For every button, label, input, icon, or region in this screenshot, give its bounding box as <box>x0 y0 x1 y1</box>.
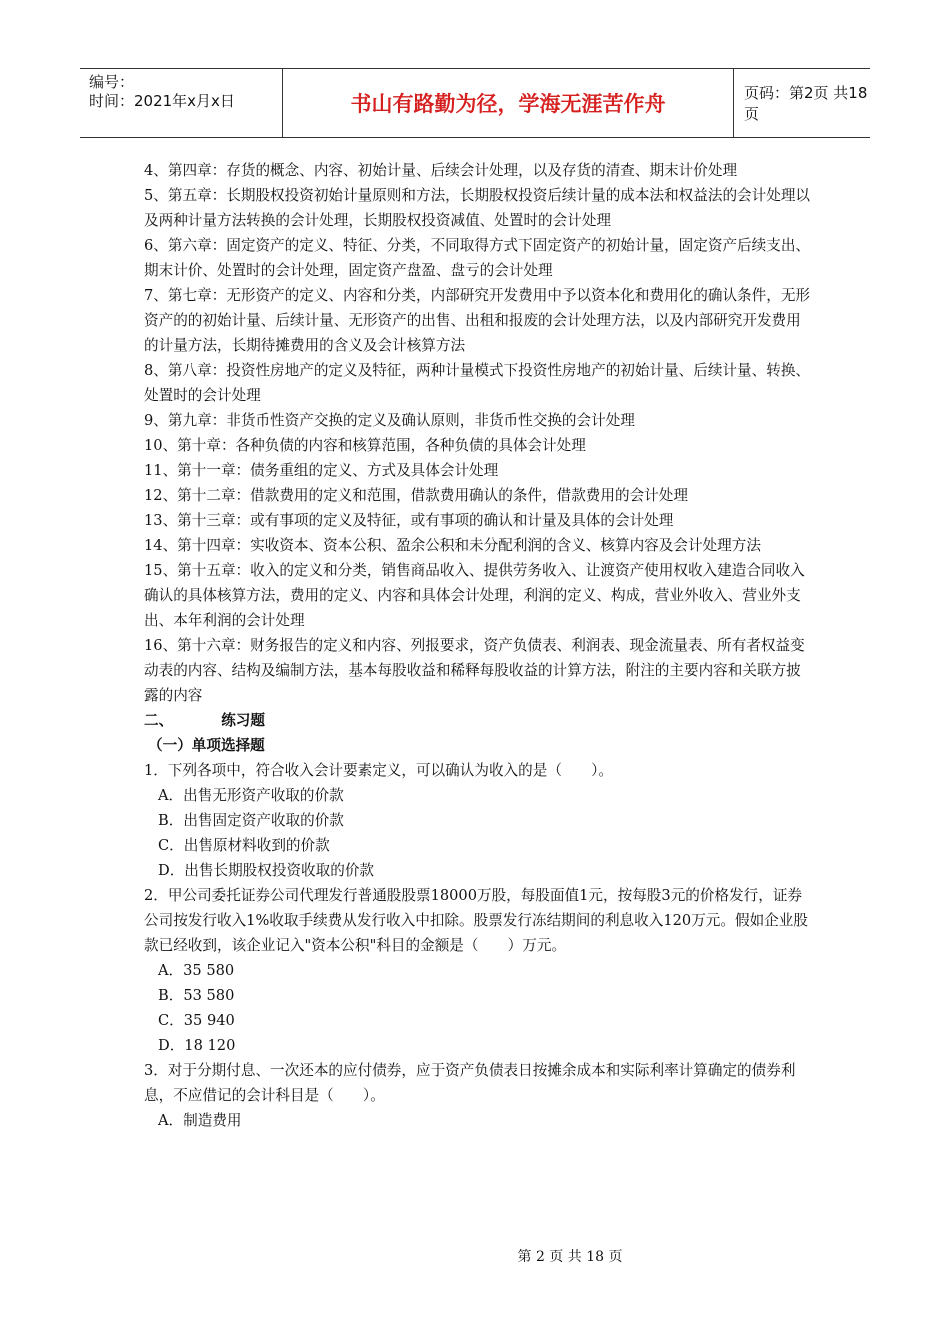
page-footer: 第 2 页 共 18 页 <box>517 1249 623 1265</box>
question-stem: 1．下列各项中，符合收入会计要素定义，可以确认为收入的是（ ）。 <box>144 762 613 779</box>
chapter-item: 13、第十三章：或有事项的定义及特征，或有事项的确认和计量及具体的会计处理 <box>144 512 674 529</box>
section-title: 练习题 <box>221 712 265 729</box>
header-page-info: 页码：第2页 共18页 <box>744 84 868 123</box>
header-motto-cell <box>282 69 734 137</box>
chapter-item: 16、第十六章：财务报告的定义和内容、列报要求，资产负债表、利润表、现金流量表、所有者权益变动表的内容、结构及编制方法，基本每股收益和稀释每股收益的计算方法，附注的主要内容和关联方披露的内容 <box>144 637 805 704</box>
question-stem: 3．对于分期付息、一次还本的应付债券，应于资产负债表日按摊余成本和实际利率计算确定的债券利息，不应借记的会计科目是（ ）。 <box>144 1062 796 1104</box>
answer-option: A．出售无形资产收取的价款 <box>158 787 344 804</box>
section-number: 二、 <box>144 712 174 729</box>
header-page-info-cell <box>734 69 870 137</box>
subsection-heading: （一）单项选择题 <box>148 737 265 754</box>
chapter-item: 6、第六章：固定资产的定义、特征、分类，不同取得方式下固定资产的初始计量，固定资产后续支出、期末计价、处置时的会计处理，固定资产盘盈、盘亏的会计处理 <box>144 237 811 279</box>
chapter-item: 10、第十章：各种负债的内容和核算范围，各种负债的具体会计处理 <box>144 437 586 454</box>
document-time: 时间：2021年x月x日 <box>89 92 235 110</box>
answer-option: A．35 580 <box>158 962 235 979</box>
question-stem: 2．甲公司委托证券公司代理发行普通股股票18000万股，每股面值1元，按每股3元的价格发行，证券公司按发行收入1%收取手续费从发行收入中扣除。股票发行冻结期间的利息收入120万元。假如企业股款已经收到，该企业记入"资本公积"科目的金额是（ ）万元。 <box>144 887 808 954</box>
chapter-item: 15、第十五章：收入的定义和分类，销售商品收入、提供劳务收入、让渡资产使用权收入建造合同收入确认的具体核算方法，费用的定义、内容和具体会计处理，利润的定义、构成，营业外收入、营业外支出、本年利润的会计处理 <box>144 562 805 629</box>
answer-option: B．53 580 <box>158 987 235 1004</box>
chapter-item: 4、第四章：存货的概念、内容、初始计量、后续会计处理，以及存货的清查、期末计价处理 <box>144 162 738 179</box>
chapter-item: 8、第八章：投资性房地产的定义及特征，两种计量模式下投资性房地产的初始计量、后续计量、转换、处置时的会计处理 <box>144 362 811 404</box>
chapter-item: 12、第十二章：借款费用的定义和范围，借款费用确认的条件，借款费用的会计处理 <box>144 487 688 504</box>
page-header <box>80 68 870 138</box>
header-motto: 书山有路勤为径，学海无涯苦作舟 <box>350 92 666 116</box>
answer-option: C．35 940 <box>158 1012 235 1029</box>
answer-option: B．出售固定资产收取的价款 <box>158 812 344 829</box>
chapter-item: 9、第九章：非货币性资产交换的定义及确认原则，非货币性交换的会计处理 <box>144 412 635 429</box>
chapter-item: 14、第十四章：实收资本、资本公积、盈余公积和未分配利润的含义、核算内容及会计处理方法 <box>144 537 761 554</box>
section-heading <box>144 708 812 733</box>
document-number-label: 编号： <box>89 73 135 91</box>
document-body <box>144 158 812 1133</box>
chapter-item: 5、第五章：长期股权投资初始计量原则和方法，长期股权投资后续计量的成本法和权益法的会计处理以及两种计量方法转换的会计处理，长期股权投资减值、处置时的会计处理 <box>144 187 811 229</box>
chapter-item: 7、第七章：无形资产的定义、内容和分类，内部研究开发费用中予以资本化和费用化的确认条件，无形资产的的初始计量、后续计量、无形资产的出售、出租和报废的会计处理方法，以及内部研究开发费用的计量方法，长期待摊费用的含义及会计核算方法 <box>144 287 811 354</box>
answer-option: D．出售长期股权投资收取的价款 <box>158 862 375 879</box>
answer-option: C．出售原材料收到的价款 <box>158 837 330 854</box>
header-meta <box>80 69 282 137</box>
chapter-item: 11、第十一章：债务重组的定义、方式及具体会计处理 <box>144 462 499 479</box>
answer-option: D．18 120 <box>158 1037 236 1054</box>
answer-option: A．制造费用 <box>158 1112 242 1129</box>
